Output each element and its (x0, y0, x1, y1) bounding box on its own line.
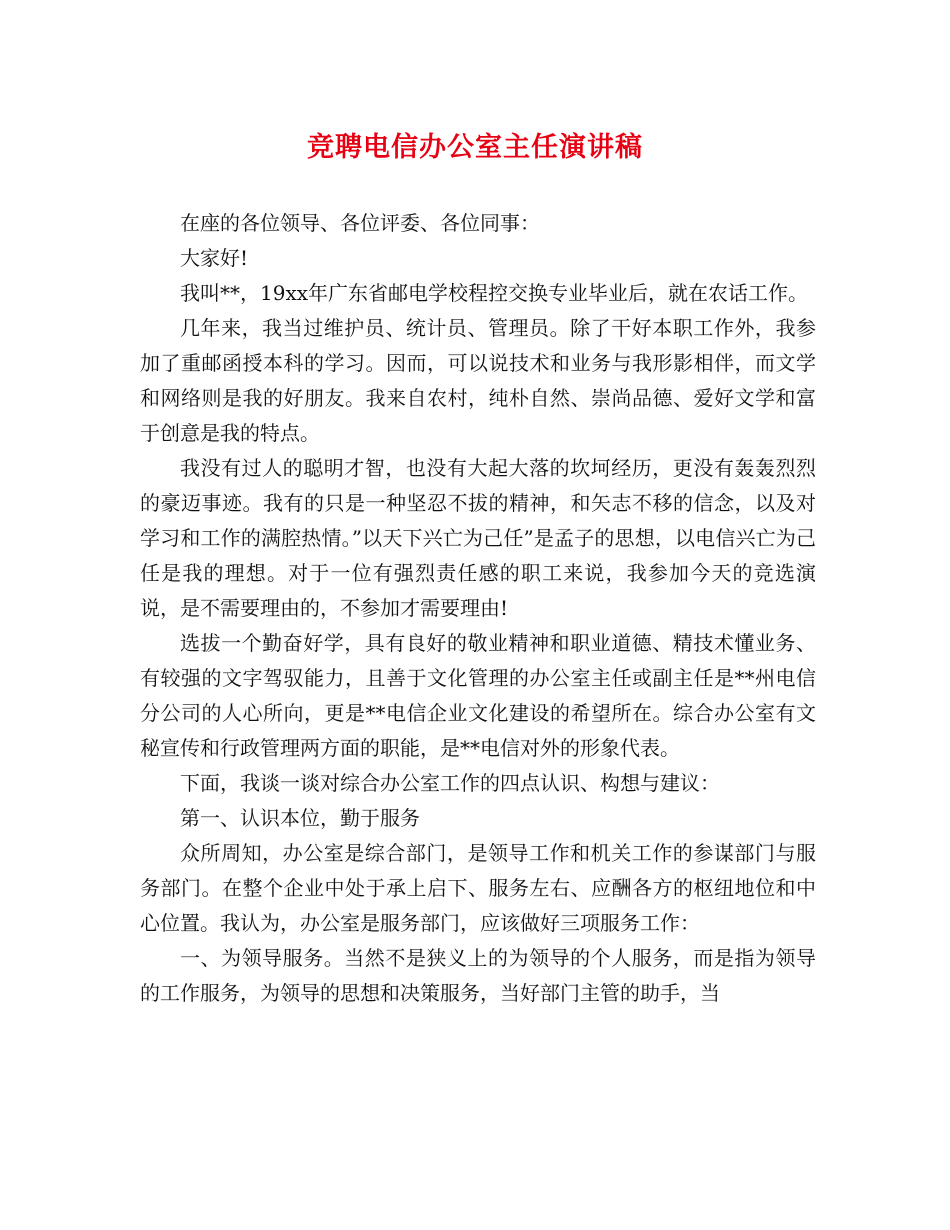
document-title: 竞聘电信办公室主任演讲稿 (307, 132, 643, 163)
paragraph-section-heading: 第一、认识本位，勤于服务 (180, 806, 420, 830)
paragraph-office-role: 众所周知，办公室是综合部门，是领导工作和机关工作的参谋部门与服务部门。在整个企业中处于承上启下、服务左右、应酬各方的枢纽地位和中心位置。我认为，办公室是服务部门，应该做好三项服务工作： (140, 841, 816, 935)
paragraph-experience: 几年来，我当过维护员、统计员、管理员。除了干好本职工作外，我参加了重邮函授本科的学习。因而，可以说技术和业务与我形影相伴，而文学和网络则是我的好朋友。我来自农村，纯朴自然、崇尚品德、爱好文学和富于创意是我的特点。 (140, 316, 816, 445)
document-body (140, 206, 816, 1011)
paragraph-motivation: 我没有过人的聪明才智，也没有大起大落的坎坷经历，更没有轰轰烈烈的豪迈事迹。我有的只是一种坚忍不拔的精神，和矢志不移的信念，以及对学习和工作的满腔热情。”以天下兴亡为己任”是孟子的思想，以电信兴亡为己任是我的理想。对于一位有强烈责任感的职工来说，我参加今天的竞选演说，是不需要理由的，不参加才需要理由! (140, 456, 816, 620)
paragraph-salutation: 在座的各位领导、各位评委、各位同事： (180, 211, 540, 235)
paragraph-greeting: 大家好! (180, 246, 249, 270)
paragraph-introduction: 我叫**，19xx年广东省邮电学校程控交换专业毕业后，就在农话工作。 (180, 281, 809, 305)
paragraph-outline-intro: 下面，我谈一谈对综合办公室工作的四点认识、构想与建议： (180, 771, 720, 795)
paragraph-candidate-profile: 选拔一个勤奋好学，具有良好的敬业精神和职业道德、精技术懂业务、有较强的文字驾驭能力，且善于文化管理的办公室主任或副主任是**州电信分公司的人心所向，更是**电信企业文化建设的希望所在。综合办公室有文秘宣传和行政管理两方面的职能，是**电信对外的形象代表。 (140, 631, 816, 760)
paragraph-serve-leaders: 一、为领导服务。当然不是狭义上的为领导的个人服务，而是指为领导的工作服务，为领导的思想和决策服务，当好部门主管的助手，当 (140, 946, 816, 1005)
